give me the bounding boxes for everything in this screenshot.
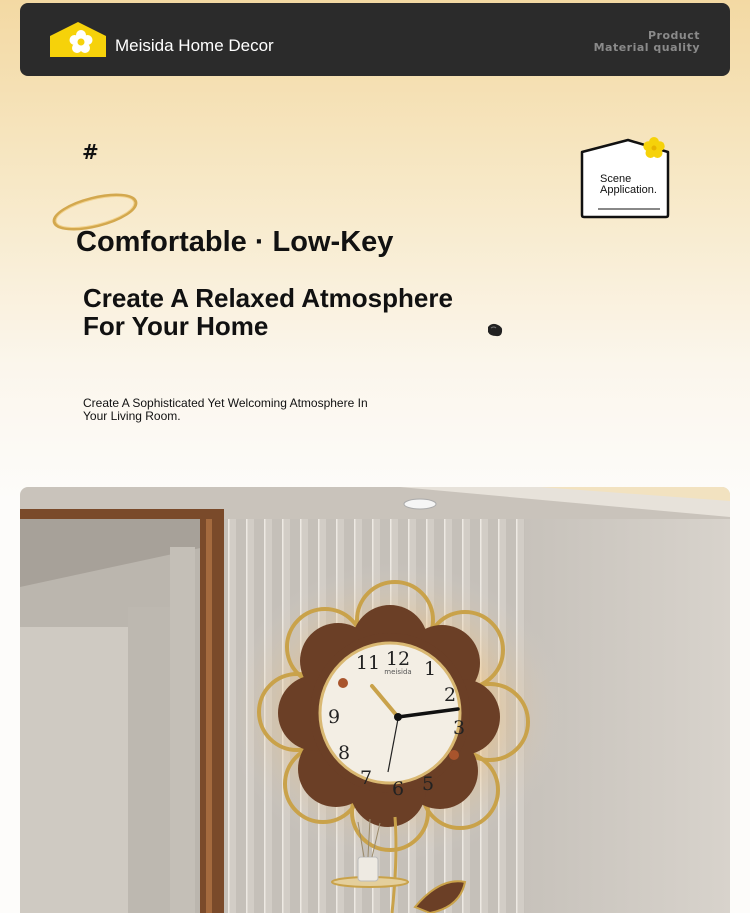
clock-numeral-8: 8 (337, 742, 351, 764)
clock-numeral-5: 5 (421, 773, 435, 795)
clock-numeral-9: 9 (327, 706, 341, 728)
badge-line2: Application. (600, 184, 657, 196)
tagline-line2: Material quality (593, 41, 700, 54)
decorative-blob-icon (486, 322, 504, 338)
subtitle-line2: For Your Home (83, 311, 269, 341)
badge-line1: Scene (600, 173, 632, 185)
clock-numeral-2: 2 (443, 684, 457, 706)
product-photo (20, 487, 730, 913)
living-room-scene (20, 487, 730, 913)
description: Create A Sophisticated Yet Welcoming Atmosphere In Your Living Room. (83, 396, 368, 423)
page-subtitle (83, 284, 453, 340)
scene-badge-label (600, 174, 657, 196)
tagline (594, 30, 700, 54)
clock-brand: meisida (384, 668, 412, 676)
clock-numeral-3: 3 (452, 717, 466, 739)
tagline-line1: Product (647, 29, 700, 42)
clock-numeral-6: 6 (391, 778, 405, 800)
clock-numeral-7: 7 (359, 767, 373, 789)
header-bar (20, 3, 730, 76)
subtitle-line1: Create A Relaxed Atmosphere (83, 283, 453, 313)
brand-name: Meisida Home Decor (115, 36, 274, 55)
clock-numeral-1: 1 (423, 658, 437, 680)
page-title: Comfortable · Low-Key (76, 226, 394, 258)
clock-numeral-11: 11 (355, 652, 381, 674)
hash-mark: # (82, 140, 99, 164)
flower-house-icon (50, 22, 106, 57)
clock-numeral-12: 12 (385, 648, 411, 670)
